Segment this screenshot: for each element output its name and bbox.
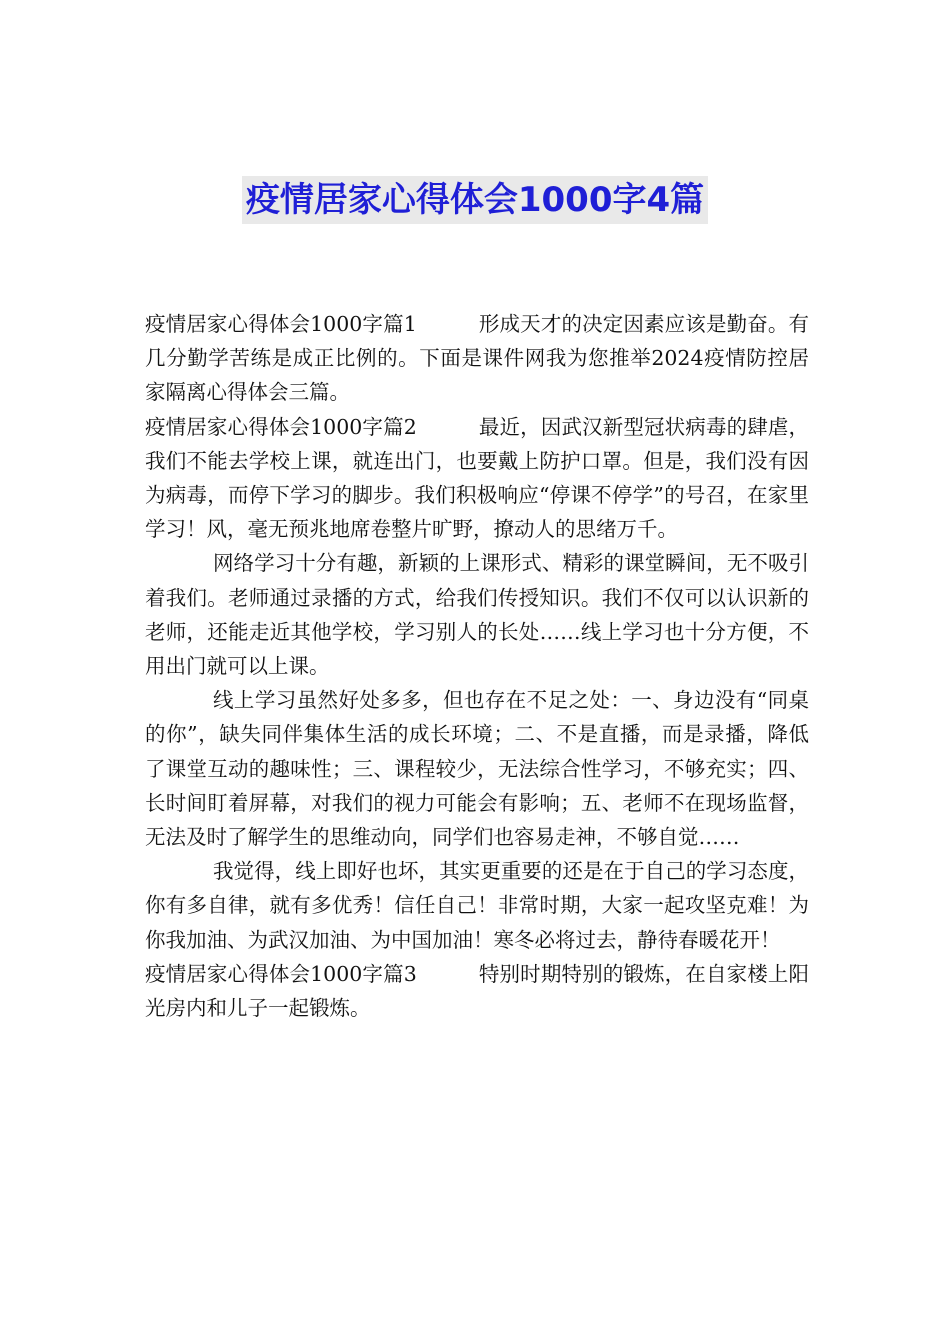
- paragraph-section-1: [145, 307, 809, 410]
- document-title: 疫情居家心得体会1000字4篇: [242, 176, 708, 224]
- paragraph-text: 最近，因武汉新型冠状病毒的肆虐，我们不能去学校上课，就连出门，也要戴上防护口罩。但是，我们没有因为病毒，而停下学习的脚步。我们积极响应“停课不停学”的号召，在家里学习！风，毫无预兆地席卷整片旷野，撩动人的思绪万千。: [145, 414, 810, 542]
- paragraph-section-3: [145, 957, 809, 1025]
- paragraph-text: 特别时期特别的锻炼，在自家楼上阳光房内和儿子一起锻炼。: [145, 961, 810, 1021]
- paragraph: 我觉得，线上即好也坏，其实更重要的还是在于自己的学习态度，你有多自律，就有多优秀！信任自己！非常时期，大家一起攻坚克难！为你我加油、为武汉加油、为中国加油！寒冬必将过去，静待春暖花开！: [145, 859, 809, 952]
- document-body: [145, 307, 809, 1025]
- paragraph-text: 形成天才的决定因素应该是勤奋。有几分勤学苦练是成正比例的。下面是课件网我为您推举2024疫情防控居家隔离心得体会三篇。: [145, 312, 810, 405]
- title-container: [0, 176, 950, 224]
- paragraph-section-2: [145, 410, 809, 547]
- section-heading: 疫情居家心得体会1000字篇1: [145, 312, 417, 336]
- section-heading: 疫情居家心得体会1000字篇2: [145, 414, 417, 439]
- paragraph: 线上学习虽然好处多多，但也存在不足之处：一、身边没有“同桌的你”，缺失同伴集体生活的成长环境；二、不是直播，而是录播，降低了课堂互动的趣味性；三、课程较少，无法综合性学习，不够充实；四、长时间盯着屏幕，对我们的视力可能会有影响；五、老师不在现场监督，无法及时了解学生的思维动向，同学们也容易走神，不够自觉……: [145, 688, 809, 850]
- paragraph: 网络学习十分有趣，新颖的上课形式、精彩的课堂瞬间，无不吸引着我们。老师通过录播的方式，给我们传授知识。我们不仅可以认识新的老师，还能走近其他学校，学习别人的长处……线上学习也十分方便，不用出门就可以上课。: [145, 551, 809, 679]
- section-heading: 疫情居家心得体会1000字篇3: [145, 961, 417, 986]
